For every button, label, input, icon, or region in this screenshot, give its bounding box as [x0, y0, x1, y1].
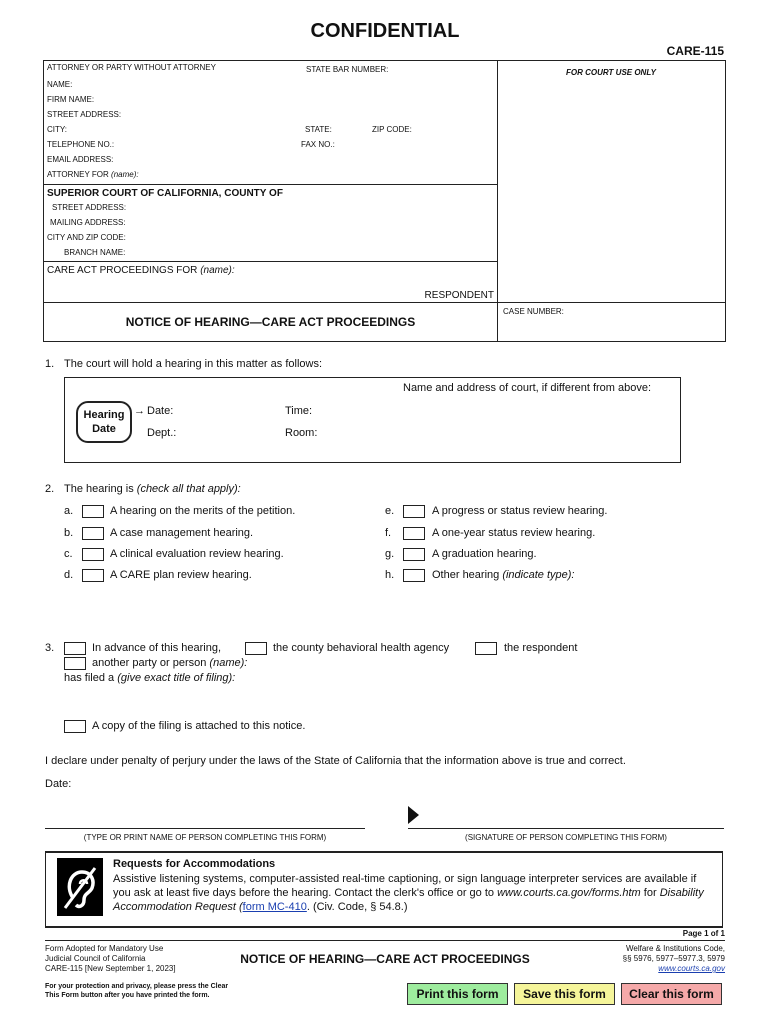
- option-h-label: Other hearing (indicate type):: [432, 569, 575, 581]
- accommodations-text: Assistive listening systems, computer-assisted real-time captioning, or sign language interpreter services are available if you ask at least five days before the hearing. Contact the clerk's office or go to www.courts.ca.gov/forms.htm for Disability Accommodation Request (form MC-410. (Civ. Code, § 54.8.): [113, 873, 704, 913]
- court-use-label: FOR COURT USE ONLY: [566, 68, 656, 77]
- proceedings-label: CARE ACT PROCEEDINGS FOR (name):: [47, 265, 235, 276]
- county-agency-label: the county behavioral health agency: [273, 642, 450, 654]
- privacy-note-1: For your protection and privacy, please press the Clear: [45, 983, 229, 990]
- code-sections: §§ 5976, 5977–5977.3, 5979: [622, 954, 725, 963]
- respondent-label: RESPONDENT: [424, 290, 494, 301]
- court-branch-label: BRANCH NAME:: [64, 248, 126, 257]
- another-party-checkbox[interactable]: [64, 657, 86, 670]
- privacy-note-2: This Form button after you have printed the form.: [45, 992, 210, 999]
- court-name-label: Name and address of court, if different from above:: [403, 382, 652, 394]
- court-use-divider: [497, 60, 498, 341]
- option-e-checkbox[interactable]: [403, 505, 425, 518]
- telephone-label: TELEPHONE NO.:: [47, 140, 115, 149]
- street-address-label: STREET ADDRESS:: [47, 110, 122, 119]
- name-label: NAME:: [47, 80, 73, 89]
- zip-label: ZIP CODE:: [372, 125, 412, 134]
- item2-number: 2.: [45, 483, 55, 495]
- clear-button[interactable]: Clear this form: [621, 983, 722, 1005]
- court-mailing-label: MAILING ADDRESS:: [50, 218, 126, 227]
- option-c-label: A clinical evaluation review hearing.: [110, 548, 284, 560]
- respondent-checkbox[interactable]: [475, 642, 497, 655]
- hearing-assistance-icon: [57, 858, 103, 916]
- option-h-letter: h.: [385, 569, 395, 581]
- option-b-checkbox[interactable]: [82, 527, 104, 540]
- print-button[interactable]: Print this form: [407, 983, 508, 1005]
- option-e-label: A progress or status review hearing.: [432, 505, 608, 517]
- county-agency-checkbox[interactable]: [245, 642, 267, 655]
- firm-name-label: FIRM NAME:: [47, 95, 95, 104]
- item3-advance-checkbox[interactable]: [64, 642, 86, 655]
- respondent-option-label: the respondent: [504, 642, 578, 654]
- in-advance-label: In advance of this hearing,: [92, 642, 222, 654]
- item1-number: 1.: [45, 358, 55, 370]
- courts-website-link[interactable]: www.courts.ca.gov: [658, 964, 725, 973]
- signature-arrow-icon: [408, 806, 419, 824]
- option-c-letter: c.: [64, 548, 73, 560]
- option-b-letter: b.: [64, 527, 74, 539]
- court-city-zip-label: CITY AND ZIP CODE:: [47, 233, 126, 242]
- save-button[interactable]: Save this form: [514, 983, 615, 1005]
- option-b-label: A case management hearing.: [110, 527, 254, 539]
- copy-attached-label: A copy of the filing is attached to this notice.: [92, 720, 306, 732]
- option-g-label: A graduation hearing.: [432, 548, 537, 560]
- accommodations-title: Requests for Accommodations: [113, 858, 276, 870]
- city-label: CITY:: [47, 125, 68, 134]
- option-e-letter: e.: [385, 505, 395, 517]
- hearing-date-badge: Hearing Date: [76, 401, 132, 443]
- declaration-text: I declare under penalty of perjury under the laws of the State of California that the information above is true and correct.: [45, 755, 626, 767]
- court-street-label: STREET ADDRESS:: [52, 203, 127, 212]
- option-f-label: A one-year status review hearing.: [432, 527, 596, 539]
- option-f-letter: f.: [385, 527, 392, 539]
- page-number: Page 1 of 1: [682, 929, 725, 938]
- name-line: [45, 828, 365, 829]
- form-number: CARE-115: [666, 44, 724, 58]
- state-label: STATE:: [305, 125, 332, 134]
- caption-box: [43, 60, 726, 342]
- form-adopted: Form Adopted for Mandatory Use: [45, 944, 164, 953]
- option-d-label: A CARE plan review hearing.: [110, 569, 252, 581]
- option-a-letter: a.: [64, 505, 74, 517]
- option-g-checkbox[interactable]: [403, 548, 425, 561]
- copy-attached-checkbox[interactable]: [64, 720, 86, 733]
- option-f-checkbox[interactable]: [403, 527, 425, 540]
- declaration-date-label: Date:: [45, 778, 72, 790]
- superior-court-title: SUPERIOR COURT OF CALIFORNIA, COUNTY OF: [47, 188, 283, 199]
- option-c-checkbox[interactable]: [82, 548, 104, 561]
- case-number-label: CASE NUMBER:: [503, 307, 564, 316]
- option-d-checkbox[interactable]: [82, 569, 104, 582]
- footer-title: NOTICE OF HEARING—CARE ACT PROCEEDINGS: [240, 952, 530, 966]
- arrow-right-icon: →: [134, 405, 145, 417]
- time-label: Time:: [285, 405, 313, 417]
- form-title: NOTICE OF HEARING—CARE ACT PROCEEDINGS: [125, 315, 416, 329]
- dept-label: Dept.:: [147, 427, 177, 439]
- option-a-checkbox[interactable]: [82, 505, 104, 518]
- form-mc-410-link[interactable]: form MC-410: [242, 901, 307, 913]
- option-h-checkbox[interactable]: [403, 569, 425, 582]
- signature-line: [408, 828, 724, 829]
- welfare-code: Welfare & Institutions Code,: [625, 944, 725, 953]
- form-revision: CARE-115 [New September 1, 2023]: [45, 964, 176, 973]
- email-label: EMAIL ADDRESS:: [47, 155, 114, 164]
- another-party-label: another party or person (name):: [92, 657, 248, 669]
- date-label: Date:: [147, 405, 174, 417]
- option-a-label: A hearing on the merits of the petition.: [110, 505, 296, 517]
- item1-text: The court will hold a hearing in this matter as follows:: [64, 358, 323, 370]
- option-g-letter: g.: [385, 548, 395, 560]
- attorney-for-label: ATTORNEY FOR (name):: [47, 170, 139, 179]
- room-label: Room:: [285, 427, 318, 439]
- signature-caption: (SIGNATURE OF PERSON COMPLETING THIS FORM): [465, 833, 667, 842]
- item2-text: The hearing is (check all that apply):: [64, 483, 241, 495]
- confidential-heading: CONFIDENTIAL: [310, 20, 460, 42]
- judicial-council: Judicial Council of California: [45, 954, 146, 963]
- attorney-title: ATTORNEY OR PARTY WITHOUT ATTORNEY: [47, 63, 216, 72]
- type-name-caption: (TYPE OR PRINT NAME OF PERSON COMPLETING THIS FORM): [83, 833, 327, 842]
- state-bar-label: STATE BAR NUMBER:: [306, 65, 389, 74]
- has-filed-label: has filed a (give exact title of filing):: [64, 672, 236, 684]
- item3-number: 3.: [45, 642, 55, 654]
- fax-label: FAX NO.:: [301, 140, 335, 149]
- option-d-letter: d.: [64, 569, 74, 581]
